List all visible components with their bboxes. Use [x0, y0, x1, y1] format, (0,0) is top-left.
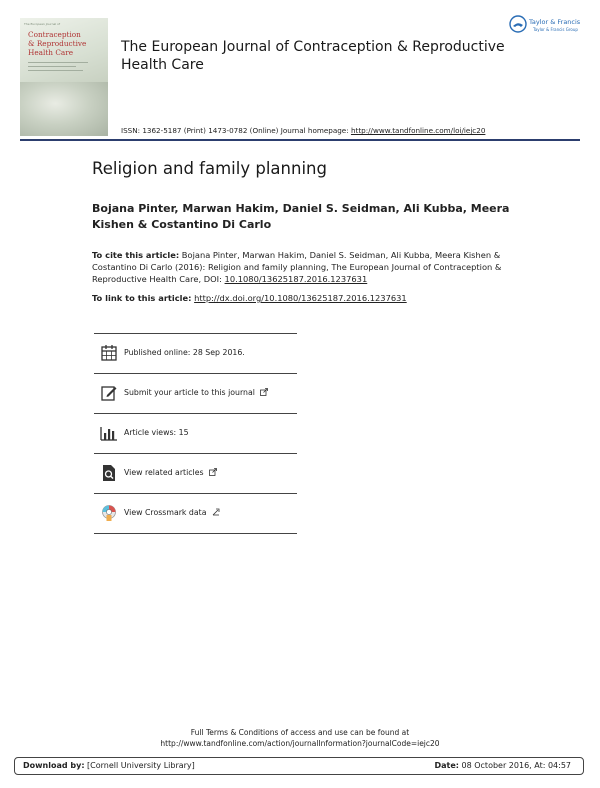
terms-url-link[interactable]: http://www.tandfonline.com/action/journalInformation?journalCode=iejc20 — [160, 739, 440, 748]
submit-article-row[interactable] — [94, 374, 297, 414]
article-authors: Bojana Pinter, Marwan Hakim, Daniel S. Seidman, Ali Kubba, Meera Kishen & Costantino Di Carlo — [92, 202, 510, 231]
cover-small-text: The European Journal of — [24, 22, 60, 26]
doi-link[interactable]: 10.1080/13625187.2016.1237631 — [224, 274, 368, 284]
crossmark-link[interactable]: View Crossmark data — [124, 508, 220, 517]
published-online-text: Published online: 28 Sep 2016. — [124, 348, 245, 357]
header-divider — [20, 139, 580, 141]
cover-artwork — [20, 82, 108, 136]
terms-footer — [0, 727, 600, 749]
external-link-icon — [260, 388, 268, 396]
download-date: Date: 08 October 2016, At: 04:57 — [434, 761, 571, 770]
published-online-row — [94, 334, 297, 374]
calendar-icon — [100, 344, 118, 362]
article-views-text: Article views: 15 — [124, 428, 189, 437]
terms-line: Full Terms & Conditions of access and use can be found at — [190, 728, 410, 737]
cite-label: To cite this article: — [92, 250, 180, 260]
journal-cover-image — [20, 18, 108, 136]
article-views-row — [94, 414, 297, 454]
citation-block — [92, 249, 512, 285]
crossmark-icon — [100, 504, 118, 522]
downloaded-by: Download by: [Cornell University Library] — [23, 761, 195, 770]
link-label: To link to this article: — [92, 293, 192, 303]
cover-title: Contraception & Reproductive Health Care — [28, 30, 87, 57]
publisher-logo[interactable] — [509, 15, 581, 37]
related-articles-row[interactable] — [94, 454, 297, 494]
crossmark-row[interactable] — [94, 494, 297, 534]
publisher-group: Taylor & Francis Group — [533, 27, 578, 32]
crossmark-external-icon — [212, 508, 220, 516]
download-info-bar — [14, 757, 584, 775]
submit-article-link[interactable]: Submit your article to this journal — [124, 388, 268, 397]
issn-line — [121, 126, 485, 135]
bar-chart-icon — [100, 424, 118, 442]
article-url-link[interactable]: http://dx.doi.org/10.1080/13625187.2016.1237631 — [194, 293, 407, 303]
article-title: Religion and family planning — [92, 159, 327, 178]
article-link-line — [92, 293, 407, 303]
edit-icon — [100, 384, 118, 402]
journal-homepage-link[interactable]: http://www.tandfonline.com/loi/iejc20 — [350, 126, 486, 135]
publisher-name: Taylor & Francis — [529, 18, 581, 26]
publisher-logo-icon — [509, 15, 527, 33]
external-link-icon — [209, 468, 217, 476]
issn-text: ISSN: 1362-5187 (Print) 1473-0782 (Online) Journal homepage: — [121, 126, 349, 135]
cite-text: Bojana Pinter, Marwan Hakim, Daniel S. Seidman, Ali Kubba, Meera Kishen & Costantino Di Carlo (2016): Religion and family planning, The European Journal of Contraception & Reproductive Health Care, DOI: — [92, 250, 502, 284]
search-document-icon — [100, 464, 118, 482]
related-articles-link[interactable]: View related articles — [124, 468, 217, 477]
journal-title: The European Journal of Contraception & Reproductive Health Care — [121, 39, 505, 73]
